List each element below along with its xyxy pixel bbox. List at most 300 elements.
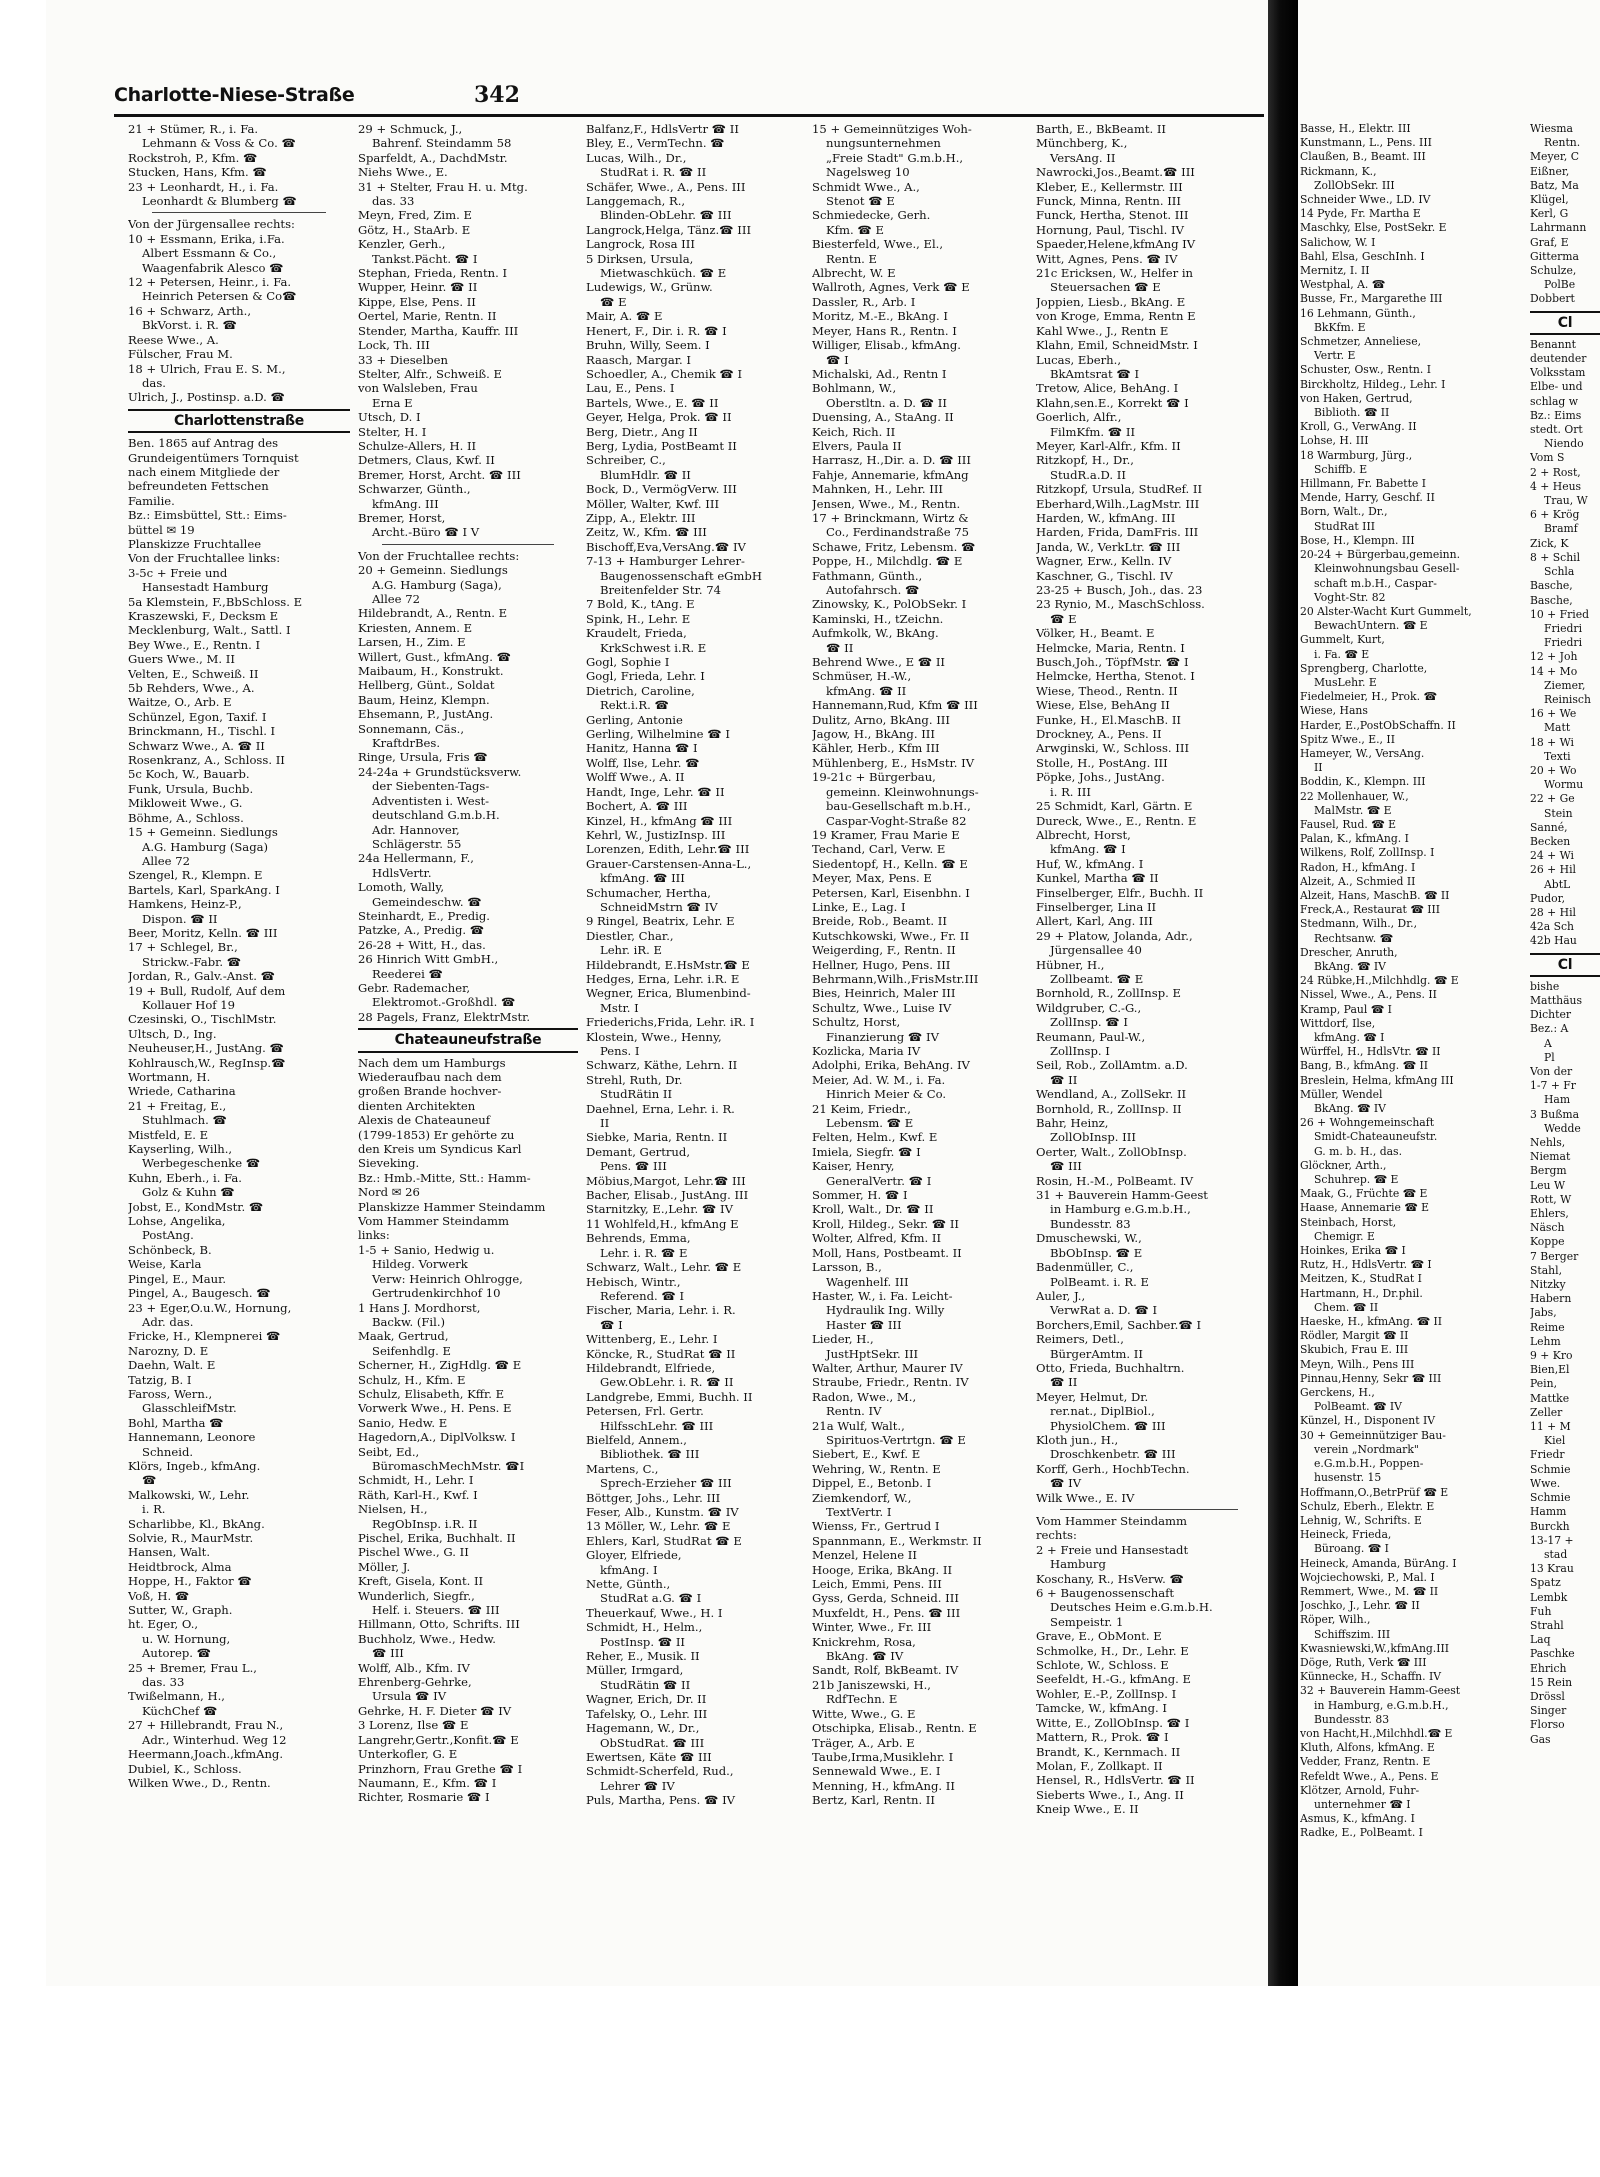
directory-entry-line: PostAng. [142,1228,194,1243]
directory-entry-line: von Walsleben, Frau [358,381,478,396]
directory-entry-line: Laq [1530,1633,1551,1647]
directory-entry-line: Büroang. ☎ I [1314,1542,1389,1556]
directory-entry-line: Schumacher, Hertha, [586,885,711,900]
directory-entry-line: büttel ✉ 19 [128,522,195,537]
directory-entry-line: 12 + Joh [1530,650,1578,664]
directory-entry-line: 19-21c + Bürgerbau, [812,770,936,785]
directory-entry-line: nungsunternehmen [826,136,941,151]
directory-entry-line: Jensen, Wwe., M., Rentn. [812,496,961,511]
street-heading: Cl [1530,953,1600,977]
directory-entry-line: Kerl, G [1530,207,1569,221]
directory-entry-line: Niendo [1544,437,1584,451]
directory-entry-line: Busch,Joh., TöpfMstr. ☎ I [1036,655,1189,670]
directory-entry-line: HdlsVertr. [372,865,432,880]
directory-entry-line: Langgemach, R., [586,194,686,209]
directory-entry-line: Hameyer, W., VersAng. [1300,746,1425,760]
directory-entry-line: Friederichs,Frida, Lehr. iR. I [586,1015,755,1030]
directory-entry-line: Dispon. ☎ II [142,911,218,926]
directory-entry-line: 10 + Fried [1530,607,1590,621]
directory-entry-line: PolBeamt. i. R. E [1050,1274,1149,1289]
directory-entry-line: Familie. [128,493,175,508]
directory-entry-line: Pinnau,Henny, Sekr ☎ III [1300,1371,1442,1385]
directory-entry-line: Behrends, Emma, [586,1231,691,1246]
directory-entry-line: ☎ [142,1473,157,1488]
directory-entry-line: Harden, W., kfmAng. III [1036,510,1176,525]
directory-entry-line: 22 + Ge [1530,792,1575,806]
directory-entry-line: Diestler, Char., [586,928,674,943]
directory-entry-line: Biesterfeld, Wwe., El., [812,237,944,252]
directory-entry-line: Kiel [1544,1434,1566,1448]
directory-entry-line: Niehs Wwe., E. [358,165,448,180]
directory-entry-line: MusLehr. E [1314,675,1377,689]
directory-entry-line: Köncke, R., StudRat ☎ II [586,1346,736,1361]
directory-entry-line: Sennewald Wwe., E. I [812,1764,941,1779]
directory-entry-line: Klügel, [1530,193,1569,207]
directory-entry-line: Schmie [1530,1462,1571,1476]
directory-entry-line: Matt [1544,721,1571,735]
directory-entry-line: 7 Bold, K., tAng. E [586,597,695,612]
directory-entry-line: Vom S [1530,451,1565,465]
directory-entry-line: Heineck, Amanda, BürAng. I [1300,1556,1457,1570]
directory-entry-line: Ehrich [1530,1661,1567,1675]
directory-entry-line: Friedri [1544,621,1583,635]
directory-entry-line: Bertz, Karl, Rentn. II [812,1793,935,1808]
directory-entry-line: Lehmann & Voss & Co. ☎ [142,136,296,151]
directory-entry-line: von Kroge, Emma, Rentn E [1036,309,1196,324]
directory-entry-line: kfmAng. ☎ I [1314,1031,1385,1044]
directory-entry-line: Wagner, Erich, Dr. II [586,1692,707,1707]
directory-entry-line: Sprengberg, Charlotte, [1300,661,1428,675]
directory-entry-line: Wiese, Theod., Rentn. II [1036,683,1178,698]
directory-entry-line: Wilk Wwe., E. IV [1036,1490,1135,1505]
directory-entry-line: Hoppe, H., Faktor ☎ [128,1574,252,1589]
directory-entry-line: 11 Wohlfeld,H., kfmAng E [586,1216,739,1231]
directory-entry-line: 4 + Heus [1530,479,1582,493]
directory-entry-line: Albrecht, W. E [812,266,896,281]
directory-entry-line: Nitzky [1530,1278,1566,1292]
directory-entry-line: II [600,1116,610,1131]
directory-entry-line: ☎ IV [1050,1476,1082,1491]
directory-entry-line: Meitzen, K., StudRat I [1300,1272,1422,1286]
directory-entry-line: Blinden-ObLehr. ☎ III [600,208,732,223]
directory-entry-line: Gertrudenkirchhof 10 [372,1286,501,1301]
directory-entry-line: Maibaum, H., Konstrukt. [358,664,504,679]
directory-entry-line: Kollauer Hof 19 [142,997,236,1012]
directory-entry-line: Imiela, Siegfr. ☎ I [812,1144,921,1159]
directory-entry-line: Kehrl, W., JustizInsp. III [586,827,726,842]
directory-entry-line: Ultsch, D., Ing. [128,1026,217,1041]
directory-entry-line: Stein [1544,806,1573,820]
directory-entry-line: BkAng. ☎ IV [826,1649,904,1664]
directory-entry-line: Kuhn, Eberh., i. Fa. [128,1170,242,1185]
directory-entry-line: BkVorst. i. R. ☎ [142,318,237,333]
directory-entry-line: Haster, W., i. Fa. Leicht- [812,1288,953,1303]
directory-entry-line: Hillmann, Fr. Babette I [1300,477,1426,491]
directory-entry-line: 20-24 + Bürgerbau,gemeinn. [1300,548,1461,562]
directory-entry-line: Wolter, Alfred, Kfm. II [812,1231,942,1246]
directory-entry-line: Chemigr. E [1314,1229,1375,1243]
directory-entry-line: Fricke, H., Klempnerei ☎ [128,1329,281,1344]
directory-entry-line: VersAng. II [1050,150,1116,165]
directory-entry-line: Feser, Alb., Kunstm. ☎ IV [586,1505,739,1519]
directory-entry-line: Pudor, [1530,891,1566,905]
directory-entry-line: Autorep. ☎ [142,1646,212,1661]
directory-entry-line: Buchholz, Wwe., Hedw. [358,1631,496,1646]
directory-entry-line: Lebensm. ☎ E [826,1116,914,1131]
scan-margin [0,1986,1600,2177]
directory-entry-line: Hornung, Paul, Tischl. IV [1036,222,1184,237]
directory-entry-line: Gummelt, Kurt, [1300,633,1385,647]
directory-entry-line: Hamkens, Heinz-P., [128,897,242,912]
directory-entry-line: Sempeistr. 1 [1050,1614,1124,1629]
directory-entry-line: Golz & Kuhn ☎ [142,1185,235,1200]
directory-entry-line: Lieder, H., [812,1332,874,1347]
directory-entry-line: Kenzler, Gerh., [358,237,446,252]
directory-entry-line: Rekt.i.R. ☎ [600,698,669,713]
running-head-title: Charlotte-Niese-Straße [114,84,355,106]
directory-entry-line: Nach dem um Hamburgs [358,1055,506,1070]
directory-entry-line: Kroll, Walt., Dr. ☎ II [812,1202,934,1217]
directory-entry-line: ☎ I [826,352,849,367]
directory-entry-line: Wallroth, Agnes, Verk ☎ E [812,280,970,295]
directory-entry-line: Bielfeld, Annem., [586,1432,687,1447]
page-number: 342 [474,82,520,108]
directory-entry-line: Asmus, K., kfmAng. I [1300,1812,1415,1826]
directory-entry-line: Molan, F., Zollkapt. II [1036,1758,1163,1773]
directory-entry-line: 5c Koch, W., Bauarb. [128,767,250,782]
directory-entry-line: Reimers, Detl., [1036,1332,1124,1347]
directory-entry-line: MalMstr. ☎ E [1314,803,1392,817]
directory-entry-line: Brinckmann, H., Tischl. I [128,724,276,739]
directory-entry-line: Wojciechowski, P., Mal. I [1300,1570,1435,1584]
directory-entry-line: Finselberger, Elfr., Buchh. II [1036,885,1204,900]
directory-entry-line: 21 Keim, Friedr., [812,1101,911,1116]
directory-entry-line: Fahje, Annemarie, kfmAng [812,467,969,482]
directory-entry-line: Chem. ☎ II [1314,1300,1379,1314]
directory-entry-line: Lau, E., Pens. I [586,381,675,396]
directory-entry-line: II [1314,761,1323,775]
directory-entry-line: Gerckens, H., [1300,1386,1375,1400]
directory-entry-line: Michalski, Ad., Rentn I [812,366,947,381]
directory-entry-line: Hansen, Walt. [128,1545,211,1560]
directory-entry-line: Harder, E.,PostObSchaffn. II [1300,718,1456,732]
directory-entry-line: Spitz Wwe., E., II [1300,732,1395,746]
directory-entry-line: StudRat III [1314,519,1375,533]
directory-entry-line: Geyer, Helga, Prok. ☎ II [586,410,732,425]
directory-entry-line: Naumann, E., Kfm. ☎ I [358,1775,497,1790]
directory-entry-line: Meyer, Max, Pens. E [812,871,932,886]
directory-entry-line: ☎ E [1050,611,1077,626]
directory-entry-line: Meyer, C [1530,150,1580,164]
directory-entry-line: Kippe, Else, Pens. II [358,294,476,309]
directory-entry-line: Schwarz, Walt., Lehr. ☎ E [586,1260,742,1275]
directory-entry-line: Breitenfelder Str. 74 [600,583,721,597]
directory-entry-line: Lucas, Wilh., Dr., [586,150,687,165]
directory-entry-line: Sutter, W., Graph. [128,1603,233,1618]
directory-entry-line: 8 + Schil [1530,550,1581,564]
directory-entry-line: Tankst.Pächt. ☎ I [372,251,478,266]
directory-entry-line: Pingel, A., Baugesch. ☎ [128,1286,271,1301]
directory-entry-line: Albert Essmann & Co., [142,246,277,261]
directory-entry-line: Velten, E., Schweiß. II [128,666,259,681]
directory-entry-line: Mikloweit Wwe., G. [128,796,243,811]
directory-entry-line: Kneip Wwe., E. II [1036,1802,1139,1817]
directory-entry-line: Hellberg, Günt., Soldat [358,678,495,693]
directory-entry-line: Allee 72 [372,592,420,606]
directory-entry-line: Beer, Moritz, Kelln. ☎ III [128,925,278,940]
directory-entry-line: Wedde [1544,1121,1581,1135]
directory-entry-line: 26-28 + Witt, H., das. [358,937,486,952]
directory-entry-line: Sparfeldt, A., DachdMstr. [358,150,508,165]
directory-entry-line: e.G.m.b.H., Poppen- [1314,1457,1424,1471]
directory-entry-line: Straube, Friedr., Rentn. IV [812,1375,969,1390]
directory-entry-line: Meyer, Helmut, Dr. [1036,1389,1149,1404]
directory-entry-line: Strickw.-Fabr. ☎ [142,954,242,969]
directory-entry-line: Schiffb. E [1314,462,1368,476]
directory-entry-line: Demant, Gertrud, [586,1144,690,1159]
directory-entry-line: Gerling, Antonie [586,712,683,727]
directory-entry-line: Döge, Ruth, Verk ☎ III [1300,1655,1427,1669]
directory-entry-line: Kohlrausch,W., RegInsp.☎ [128,1055,286,1070]
directory-entry-line: Pingel, E., Maur. [128,1271,227,1286]
directory-entry-line: Ursula ☎ IV [372,1689,447,1704]
directory-entry-line: Voß, H. ☎ [128,1588,190,1603]
directory-entry-line: Von der [1530,1065,1573,1078]
directory-entry-line: Verw: Heinrich Ohlrogge, [372,1271,523,1286]
directory-entry-line: Alzeit, Hans, MaschB. ☎ II [1300,888,1450,902]
directory-entry-line: Wienss, Fr., Gertrud I [812,1519,940,1534]
directory-entry-line: Kinzel, H., kfmAng ☎ III [586,813,733,828]
directory-entry-line: 16 + We [1530,707,1577,721]
directory-entry-line: Henert, F., Dir. i. R. ☎ I [586,323,727,338]
directory-entry-line: Ziemer, [1544,678,1586,692]
directory-entry-line: 21 + Freitag, E., [128,1098,227,1113]
directory-entry-line: Boddin, K., Klempn. III [1300,775,1426,789]
directory-entry-line: 25 + Bremer, Frau L., [128,1660,257,1675]
directory-entry-line: Daehnel, Erna, Lehr. i. R. [586,1101,735,1116]
directory-entry-line: Strehl, Ruth, Dr. [586,1072,683,1087]
directory-entry-line: ObStudRat. ☎ III [600,1735,705,1750]
directory-entry-line: Vom Hammer Steindamm [1036,1514,1188,1528]
directory-entry-line: A.G. Hamburg (Saga), [372,577,502,592]
directory-entry-line: Auler, J., [1036,1288,1086,1303]
directory-entry-line: Dichter [1530,1008,1571,1022]
directory-entry-line: Schultz, Wwe., Luise IV [812,1000,952,1015]
directory-entry-line: Lomoth, Wally, [358,880,445,895]
directory-entry-line: Berg, Dietr., Ang II [586,424,698,439]
directory-entry-line: Gogl, Frieda, Lehr. I [586,669,705,684]
directory-entry-line: Wegner, Erica, Blumenbind- [586,986,751,1001]
directory-entry-line: 14 + Mo [1530,664,1578,678]
directory-entry-line: BlumHdlr. ☎ II [600,467,691,482]
directory-entry-line: Schoedler, A., Chemik ☎ I [586,366,743,381]
directory-entry-line: Hoffmann,O.,BetrPrüf ☎ E [1300,1485,1449,1499]
directory-entry-line: Barth, E., BkBeamt. II [1036,122,1167,136]
directory-entry-line: Scherner, H., ZigHdlg. ☎ E [358,1358,522,1373]
directory-entry-line: G. m. b. H., das. [1314,1144,1403,1158]
directory-entry-line: Seibt, Ed., [358,1444,420,1459]
directory-entry-line: Rott, W [1530,1192,1572,1206]
directory-entry-line: Eberhard,Wilh.,LagMstr. III [1036,496,1200,511]
directory-entry-line: Williger, Elisab., kfmAng. [812,338,961,353]
directory-entry-line: Langrock,Helga, Tänz.☎ III [586,222,752,237]
directory-entry-line: Lohse, Angelika, [128,1214,226,1229]
directory-entry-line: Patzke, A., Predig. ☎ [358,923,485,938]
directory-entry-line: Behrend Wwe., E ☎ II [812,655,946,670]
directory-entry-line: Szengel, R., Klempn. E [128,868,263,883]
directory-entry-line: schlag w [1530,394,1579,408]
directory-entry-line: das. 33 [142,1675,185,1690]
directory-entry-line: A.G. Hamburg (Saga) [142,839,269,854]
directory-entry-line: Sanio, Hedw. E [358,1415,448,1430]
directory-entry-line: Vorwerk Wwe., H. Pens. E [358,1401,512,1416]
right-page-column-1 [1300,122,1520,1982]
directory-entry-line: Becken [1530,834,1571,848]
directory-column-5 [1036,122,1262,1974]
directory-entry-line: Möller, Walter, Kwf. III [586,496,720,511]
directory-entry-line: Kaminski, H., tZeichn. [812,611,944,626]
directory-entry-line: deutender [1530,352,1587,366]
book-gutter [1268,0,1298,1986]
directory-entry-line: 19 + Bull, Rudolf, Auf dem [128,983,286,998]
directory-entry-line: Oerter, Walt., ZollObInsp. [1036,1144,1187,1159]
directory-entry-line: Claußen, B., Beamt. III [1300,150,1426,164]
directory-entry-line: Heermann,Joach.,kfmAng. [128,1747,284,1762]
directory-entry-line: Menning, H., kfmAng. II [812,1778,955,1793]
directory-entry-line: Möbius,Margot, Lehr.☎ III [586,1173,746,1188]
directory-entry-line: StudRätin II [600,1087,673,1102]
directory-entry-line: Jürgensallee 40 [1050,943,1142,958]
directory-entry-line: Siebert, E., Kwf. E [812,1447,921,1462]
directory-entry-line: Meyer, Hans R., Rentn. I [812,323,957,338]
directory-entry-line: Baugenossenschaft eGmbH [600,568,762,583]
directory-entry-line: Berg, Lydia, PostBeamt II [586,438,737,453]
directory-entry-line: Behrmann,Wilh.,FrisMstr.III [812,971,979,986]
directory-entry-line: Twißelmann, H., [128,1689,225,1704]
directory-entry-line: Baum, Heinz, Klempn. [358,692,490,707]
directory-entry-line: Dippel, E., Betonb. I [812,1476,932,1491]
directory-entry-line: Lucas, Eberh., [1036,352,1122,367]
directory-entry-line: 6 + Baugenossenschaft [1036,1586,1175,1601]
directory-entry-line: Wunderlich, Siegfr., [358,1588,475,1603]
directory-entry-line: Klostein, Wwe., Henny, [586,1029,722,1044]
directory-entry-line: Hildebrandt, E.HsMstr.☎ E [586,957,750,972]
directory-entry-line: 3 Bußma [1530,1107,1580,1121]
directory-entry-line: Linke, E., Lag. I [812,899,906,914]
directory-entry-line: Von der Fruchtallee rechts: [358,548,520,563]
directory-entry-line: 14 Pyde, Fr. Martha E [1300,207,1421,221]
directory-entry-line: Radon, H., kfmAng. I [1300,860,1416,874]
directory-entry-line: Böttger, Johs., Lehr. III [586,1490,721,1505]
directory-entry-line: Stender, Martha, Kauffr. III [358,323,519,338]
directory-entry-line: der Siebenten-Tags- [372,779,490,794]
directory-entry-line: ZollInsp. ☎ I [1050,1015,1128,1030]
directory-entry-line: Wortmann, H. [128,1070,211,1084]
directory-entry-line: Freck,A., Restaurat ☎ III [1300,903,1440,917]
directory-entry-line: 6 + Krög [1530,508,1580,522]
directory-entry-line: Hansestadt Hamburg [142,580,269,595]
directory-entry-line: 19 Kramer, Frau Marie E [812,827,960,842]
directory-entry-line: Oertel, Marie, Rentn. II [358,309,497,324]
directory-entry-line: Kraszewski, F., Decksm E [128,609,279,623]
directory-entry-line: Kaschner, G., Tischl. IV [1036,568,1173,583]
directory-entry-line: 26 Hinrich Witt GmbH., [358,952,499,967]
directory-entry-line: Arwginski, W., Schloss. III [1036,741,1190,756]
directory-entry-line: kfmAng. I [600,1562,658,1577]
directory-entry-line: Klahn, Emil, SchneidMstr. I [1036,338,1198,353]
directory-entry-line: Ritzkopf, H., Dr., [1036,453,1134,468]
directory-entry-line: Otschipka, Elisab., Rentn. E [812,1721,977,1736]
directory-entry-line: Moll, Hans, Postbeamt. II [812,1245,962,1260]
directory-entry-line: Refeldt Wwe., A., Pens. E [1300,1769,1439,1783]
directory-entry-line: Maschky, Else, PostSekr. E [1300,221,1447,235]
directory-entry-line: Waitze, O., Arb. E [128,695,232,710]
directory-entry-line: Adr., Winterhud. Weg 12 [142,1732,287,1747]
directory-entry-line: Huf, W., kfmAng. I [1036,856,1144,871]
directory-entry-line: Duensing, A., StaAng. II [812,410,954,425]
directory-entry-line: Planskizze Fruchtallee [128,536,262,551]
directory-entry-line: 24-24a + Grundstücksverw. [358,764,522,779]
directory-entry-line: großen Brande hochver- [358,1084,502,1099]
directory-entry-line: Langrehr,Gertr.,Konfit.☎ E [358,1732,519,1747]
directory-entry-line: Bang, B., kfmAng. ☎ II [1300,1059,1429,1073]
directory-entry-line: 1-5 + Sanio, Hedwig u. [358,1242,495,1257]
directory-entry-line: Bose, H., Klempn. III [1300,533,1415,547]
directory-entry-line: Ewertsen, Käte ☎ III [586,1749,712,1764]
directory-entry-line: Stelter, H. I [358,424,427,439]
directory-entry-line: Mernitz, I. II [1300,264,1370,278]
directory-entry-line: Jagow, H., BkAng. III [812,727,935,742]
directory-entry-line: Wohler, E.-P., ZollInsp. I [1036,1686,1177,1701]
directory-entry-line: Mietwaschküch. ☎ E [600,266,727,281]
directory-entry-line: Hamm [1530,1505,1567,1519]
directory-entry-line: ☎ III [1050,1159,1082,1174]
directory-entry-line: 2 + Rost, [1530,465,1581,479]
directory-entry-line: Lahrmann [1530,221,1587,235]
directory-entry-line: Bramf [1544,522,1578,536]
directory-entry-line: Reederei ☎ [372,966,443,981]
directory-entry-line: 18 + Wi [1530,735,1575,749]
directory-entry-line: dienten Architekten [358,1098,476,1113]
directory-entry-line: Bz.: Eimsbüttel, Stt.: Eims- [128,508,287,523]
directory-entry-line: Steinhardt, E., Predig. [358,908,490,923]
directory-entry-line: Lehr. iR. E [600,943,662,958]
directory-entry-line: Münchberg, K., [1036,136,1128,151]
directory-entry-line: stedt. Ort [1530,423,1583,437]
directory-entry-line: Hebisch, Wintr., [586,1274,681,1289]
directory-entry-line: Hildebrandt, Elfriede, [586,1360,716,1375]
directory-entry-line: 1-7 + Fr [1530,1079,1576,1093]
directory-entry-line: Reime [1530,1320,1565,1334]
directory-entry-line: Larsson, B., [812,1260,882,1275]
directory-entry-line: Jordan, R., Galv.-Anst. ☎ [128,969,276,984]
directory-entry-line: Tatzig, B. I [128,1372,192,1387]
directory-entry-line: Keich, Rich. II [812,424,896,439]
directory-entry-line: Fausel, Rud. ☎ E [1300,817,1397,831]
directory-entry-line: u. W. Hornung, [142,1631,231,1646]
directory-entry-line: Sieberts Wwe., I., Ang. II [1036,1787,1184,1802]
directory-entry-line: Hellner, Hugo, Pens. III [812,957,951,972]
directory-entry-line: Prinzhorn, Frau Grethe ☎ I [358,1761,523,1776]
directory-entry-line: Bahr, Heinz, [1036,1116,1109,1131]
directory-entry-line: Utsch, D. I [358,410,421,425]
directory-entry-line: Adr. Hannover, [372,822,460,837]
directory-entry-line: ZollObSekr. III [1314,178,1395,192]
directory-column-1 [128,122,350,1974]
directory-entry-line: Stolle, H., PostAng. III [1036,755,1168,770]
directory-entry-line: Pens. ☎ III [600,1159,667,1174]
directory-entry-line: Matthäus [1530,993,1583,1007]
